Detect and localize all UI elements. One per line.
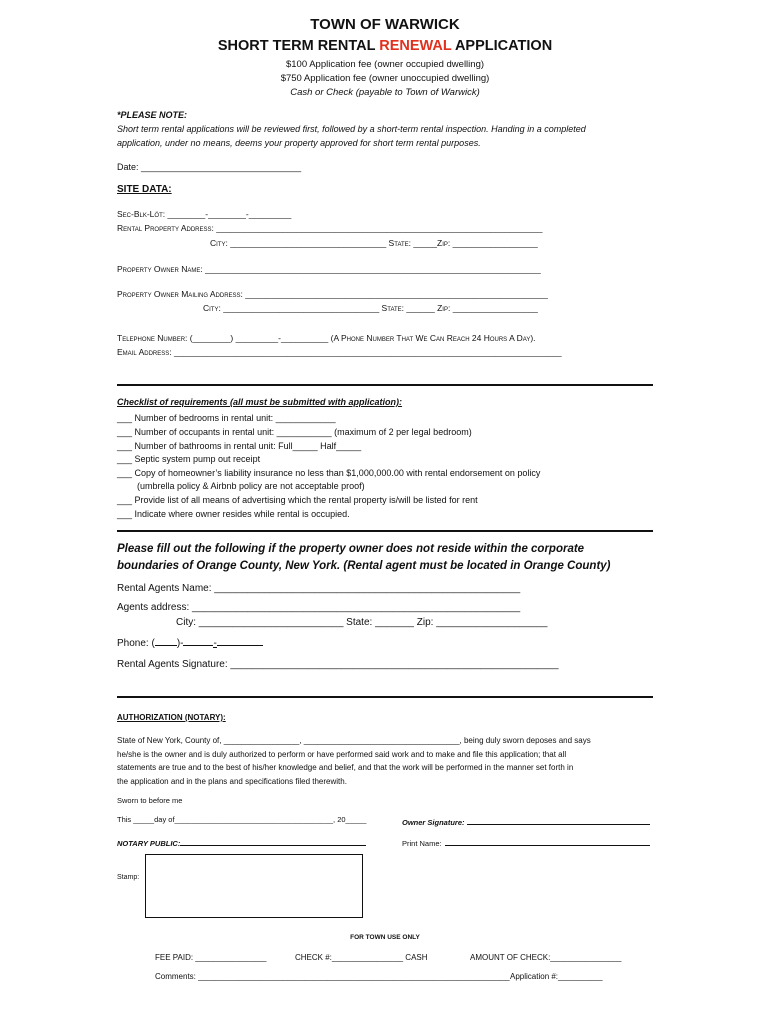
owner-signature-line[interactable] bbox=[467, 815, 650, 825]
agent-address-field[interactable]: Agents address: ___________________________________________________________ bbox=[117, 602, 521, 613]
sec-blk-lot-field[interactable]: Sec-Blk-Löt: ________-________-_________ bbox=[117, 209, 292, 219]
authorization-line-3: statements are true and to the best of his/her knowledge and belief, and that the work will be performed in the manner set forth in bbox=[117, 763, 574, 772]
payment-note: Cash or Check (payable to Town of Warwick) bbox=[290, 87, 480, 98]
amount-of-check-field[interactable]: AMOUNT OF CHECK:________________ bbox=[470, 953, 622, 962]
checklist-item[interactable]: ___ Indicate where owner resides while rental is occupied. bbox=[117, 509, 350, 519]
town-title: TOWN OF WARWICK bbox=[310, 16, 460, 33]
owner-city-state-zip[interactable]: City: _________________________________ State: ______ Zip: __________________ bbox=[203, 303, 538, 313]
form-title bbox=[0, 38, 770, 54]
stamp-label: Stamp: bbox=[117, 874, 140, 881]
rental-address-field[interactable]: Rental Property Address: _____________________________________________________________________ bbox=[117, 223, 543, 233]
notary-public-line[interactable] bbox=[180, 836, 366, 846]
phone-line-blank[interactable] bbox=[217, 636, 263, 646]
notary-public-label: NOTARY PUBLIC: bbox=[117, 839, 181, 848]
print-name-line[interactable] bbox=[445, 836, 650, 846]
owner-name-field[interactable]: Property Owner Name: _______________________________________________________________________ bbox=[117, 264, 541, 274]
fee-owner-occupied: $100 Application fee (owner occupied dwelling) bbox=[285, 59, 485, 70]
agent-signature-field[interactable]: Rental Agents Signature: ___________________________________________________________ bbox=[117, 659, 559, 670]
agent-phone-field[interactable] bbox=[117, 636, 263, 649]
note-heading: *PLEASE NOTE: bbox=[117, 110, 188, 120]
sworn-text: Sworn to before me bbox=[117, 796, 183, 805]
agent-heading-2: boundaries of Orange County, New York. (Rental agent must be located in Orange County) bbox=[117, 560, 611, 572]
checklist-item[interactable]: ___ Copy of homeowner’s liability insurance no less than $1,000,000.00 with rental endorsement on policy bbox=[117, 468, 541, 478]
owner-signature-field[interactable] bbox=[402, 815, 650, 827]
office-use-heading: FOR TOWN USE ONLY bbox=[350, 934, 420, 941]
authorization-line-1: State of New York, County of, _________________, ___________________________________, being duly sworn deposes and says bbox=[117, 736, 591, 745]
agent-city-state-zip[interactable]: City: __________________________ State: _______ Zip: ____________________ bbox=[176, 617, 548, 628]
application-number-field[interactable]: Application #:__________ bbox=[510, 972, 603, 981]
form-title-part: SHORT TERM RENTAL bbox=[217, 38, 380, 54]
agent-phone-sep: )- bbox=[176, 638, 184, 649]
check-number-field[interactable]: CHECK #:________________ CASH bbox=[295, 953, 428, 962]
agent-phone-dash: - bbox=[213, 638, 217, 649]
stamp-box[interactable] bbox=[145, 854, 363, 918]
checklist-item[interactable]: ___ Number of occupants in rental unit: ___________ (maximum of 2 per legal bedroom) bbox=[117, 427, 472, 437]
phone-prefix-blank[interactable] bbox=[183, 636, 213, 646]
this-day-field[interactable]: This _____day of______________________________________, 20_____ bbox=[117, 815, 367, 824]
checklist-item[interactable]: ___ Number of bedrooms in rental unit: ____________ bbox=[117, 413, 336, 423]
checklist-item[interactable]: ___ Provide list of all means of advertising which the rental property is/will be listed for rent bbox=[117, 495, 478, 505]
note-line-2: application, under no means, deems your property approved for short term rental purposes. bbox=[117, 138, 481, 148]
date-field[interactable]: Date: ________________________________ bbox=[117, 162, 302, 172]
renewal-word: RENEWAL bbox=[379, 38, 452, 54]
checklist-item-note: (umbrella policy & Airbnb policy are not acceptable proof) bbox=[137, 481, 365, 491]
agent-phone-label: Phone: ( bbox=[117, 638, 155, 649]
print-name-field[interactable] bbox=[402, 836, 650, 848]
agent-name-field[interactable]: Rental Agents Name: _______________________________________________________ bbox=[117, 583, 521, 594]
telephone-field[interactable]: Telephone Number: (________) _________-__________ (A Phone Number That We Can Reach 24 Hours A Day). bbox=[117, 333, 536, 343]
form-title-part: APPLICATION bbox=[451, 38, 553, 54]
agent-heading-1: Please fill out the following if the property owner does not reside within the corporate bbox=[117, 543, 585, 555]
divider bbox=[117, 384, 653, 386]
site-data-heading: SITE DATA: bbox=[117, 184, 172, 195]
owner-mailing-field[interactable]: Property Owner Mailing Address: ________________________________________________________________ bbox=[117, 289, 548, 299]
print-name-label: Print Name: bbox=[402, 839, 442, 848]
fee-owner-unoccupied: $750 Application fee (owner unoccupied dwelling) bbox=[280, 73, 490, 84]
rental-city-state-zip[interactable]: City: _________________________________ State: _____Zip: __________________ bbox=[210, 238, 538, 248]
comments-field[interactable]: Comments: ______________________________________________________________________ bbox=[155, 972, 510, 981]
note-line-1: Short term rental applications will be reviewed first, followed by a short-term rental inspection. Handing in a completed bbox=[117, 124, 586, 134]
email-field[interactable]: Email Address: __________________________________________________________________________________ bbox=[117, 347, 562, 357]
phone-area-blank[interactable] bbox=[155, 636, 177, 646]
divider bbox=[117, 696, 653, 698]
notary-public-field[interactable] bbox=[117, 836, 366, 848]
checklist-item[interactable]: ___ Number of bathrooms in rental unit: Full_____ Half_____ bbox=[117, 441, 362, 451]
checklist-item[interactable]: ___ Septic system pump out receipt bbox=[117, 454, 261, 464]
authorization-heading: AUTHORIZATION (NOTARY): bbox=[117, 713, 226, 722]
divider bbox=[117, 530, 653, 532]
authorization-line-4: the application and in the plans and specifications filed therewith. bbox=[117, 777, 347, 786]
fee-paid-field[interactable]: FEE PAID: ________________ bbox=[155, 953, 267, 962]
authorization-line-2: he/she is the owner and is duly authorized to perform or have performed said work and to make and file this application; that all bbox=[117, 750, 567, 759]
owner-signature-label: Owner Signature: bbox=[402, 818, 465, 827]
checklist-heading: Checklist of requirements (all must be submitted with application): bbox=[117, 397, 403, 407]
